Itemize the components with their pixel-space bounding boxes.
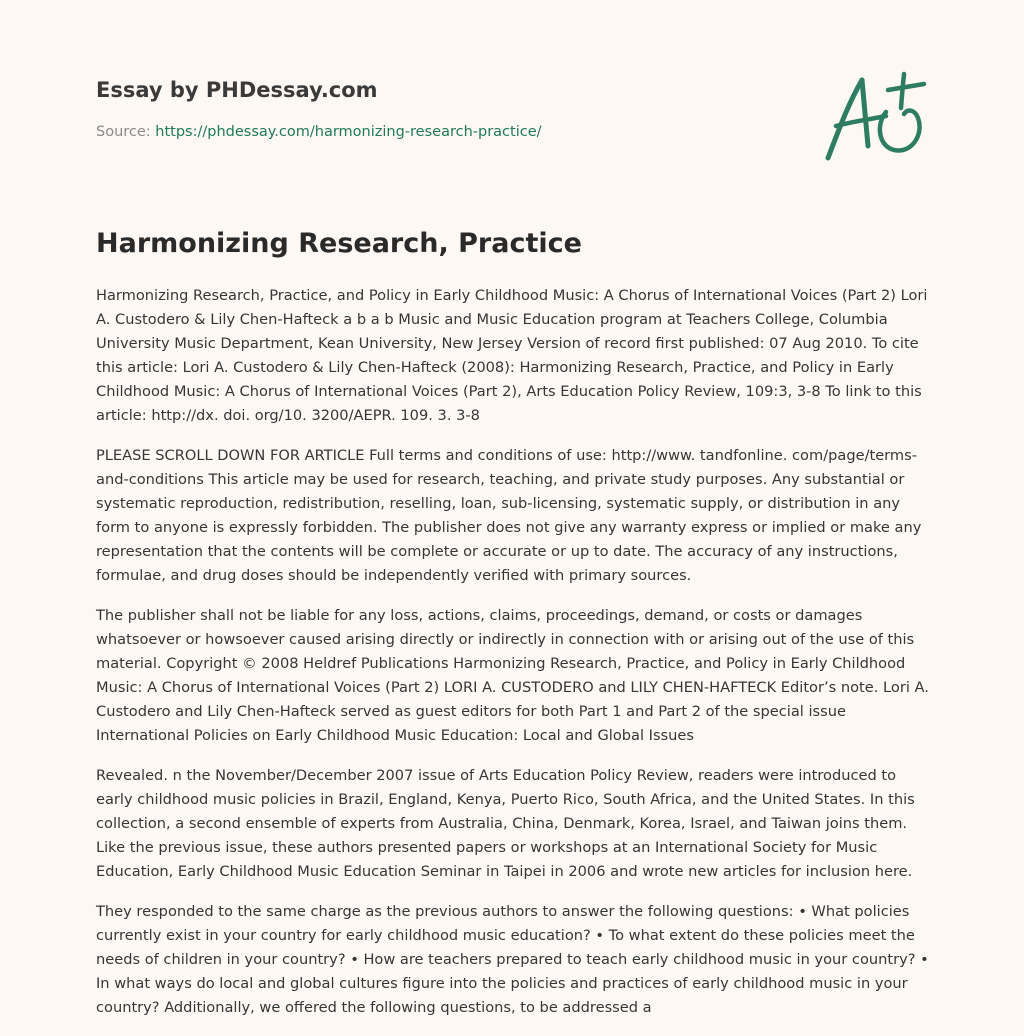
page-header [96, 70, 816, 140]
article-paragraph: PLEASE SCROLL DOWN FOR ARTICLE Full terms and conditions of use: http://www. tandfonline. com/page/terms-and-conditions This article may be used for research, teaching, and private study purposes. Any substantial or systematic reproduction, redistribution, reselling, loan, sub-licensing, systematic supply, or distribution in any form to anyone is expressly forbidden. The publisher does not give any warranty express or implied or make any representation that the contents will be complete or accurate or up to date. The accuracy of any instructions, formulae, and drug doses should be independently verified with primary sources. [96, 447, 922, 584]
article-title: Harmonizing Research, Practice [96, 228, 582, 259]
source-link[interactable]: https://phdessay.com/harmonizing-research-practice/ [155, 124, 542, 140]
article-paragraph: They responded to the same charge as the previous authors to answer the following questions: • What policies currently exist in your country for early childhood music education? • To what extent do these policies meet the needs of children in your country? • How are teachers prepared to teach early childhood music in your country? • In what ways do local and global cultures figure into the policies and practices of early childhood music in your country? Additionally, we offered the following questions, to be addressed a [96, 903, 929, 1016]
article-paragraph: The publisher shall not be liable for any loss, actions, claims, proceedings, demand, or costs or damages whatsoever or howsoever caused arising directly or indirectly in connection with or arising out of the use of this material. Copyright © 2008 Heldref Publications Harmonizing Research, Practice, and Policy in Early Childhood Music: A Chorus of International Voices (Part 2) LORI A. CUSTODERO and LILY CHEN-HAFTECK Editor’s note. Lori A. Custodero and Lily Chen-Hafteck served as guest editors for both Part 1 and Part 2 of the special issue International Policies on Early Childhood Music Education: Local and Global Issues [96, 607, 929, 744]
article-paragraph: Harmonizing Research, Practice, and Policy in Early Childhood Music: A Chorus of International Voices (Part 2) Lori A. Custodero & Lily Chen-Hafteck a b a b Music and Music Education program at Teachers College, Columbia University Music Department, Kean University, New Jersey Version of record first published: 07 Aug 2010. To cite this article: Lori A. Custodero & Lily Chen-Hafteck (2008): Harmonizing Research, Practice, and Policy in Early Childhood Music: A Chorus of International Voices (Part 2), Arts Education Policy Review, 109:3, 3-8 To link to this article: http://dx. doi. org/10. 3200/AEPR. 109. 3. 3-8 [96, 287, 928, 424]
article-body [96, 284, 930, 1036]
source-line [96, 122, 542, 142]
article-paragraph: Revealed. n the November/December 2007 issue of Arts Education Policy Review, readers were introduced to early childhood music policies in Brazil, England, Kenya, Puerto Rico, South Africa, and the United States. In this collection, a second ensemble of experts from Australia, China, Denmark, Korea, Israel, and Taiwan joins them. Like the previous issue, these authors presented papers or workshops at an International Society for Music Education, Early Childhood Music Education Seminar in Taipei in 2006 and wrote new articles for inclusion here. [96, 767, 915, 880]
site-title: Essay by PHDessay.com [96, 78, 378, 102]
source-label: Source: [96, 124, 156, 140]
a-plus-grade-icon [820, 66, 928, 166]
